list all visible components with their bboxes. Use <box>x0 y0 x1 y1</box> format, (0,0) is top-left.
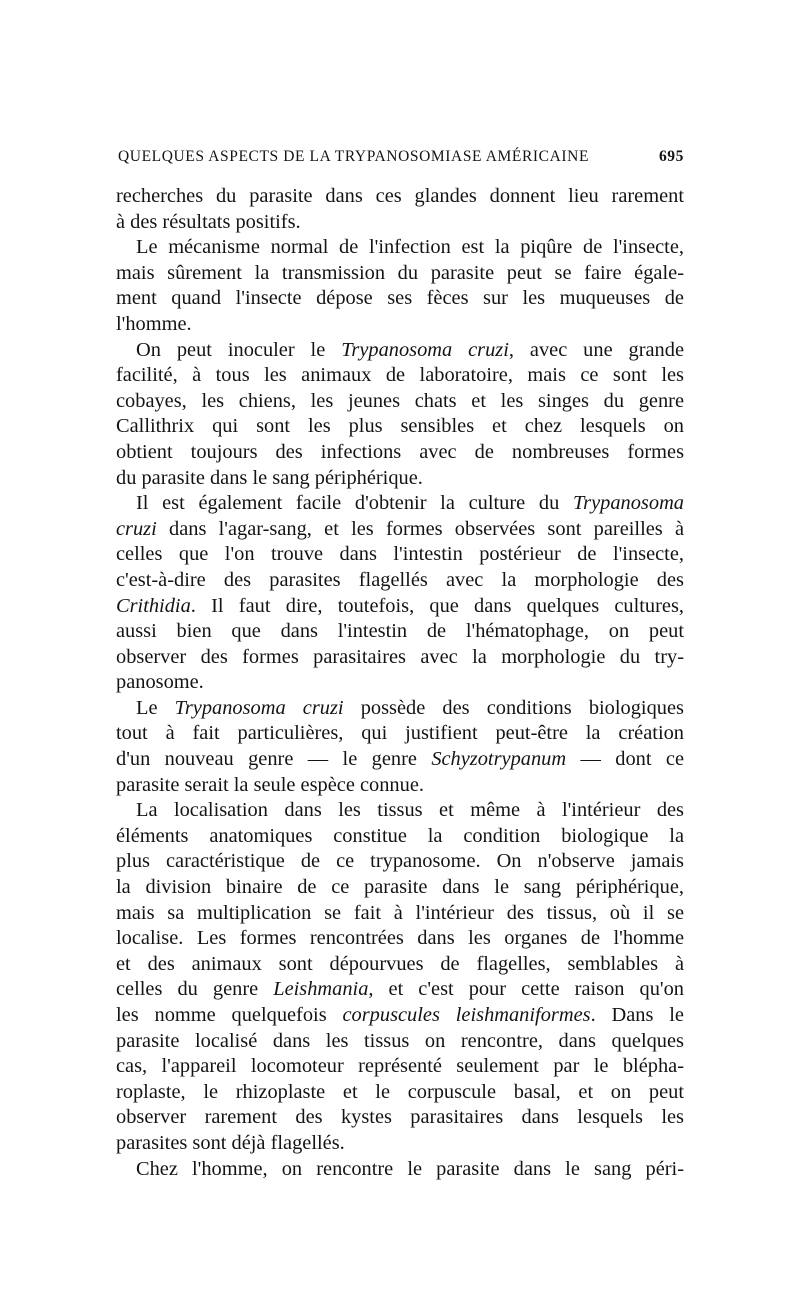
text-span: la division binaire de ce parasite dans le sang périphérique, <box>116 876 684 899</box>
text-span: Callithrix qui sont les plus sensibles et chez lesquels on <box>116 415 684 438</box>
text-span: celles que l'on trouve dans l'intestin postérieur de l'insecte, <box>116 543 684 566</box>
text-span: l'homme. <box>116 312 192 335</box>
text-span: . Il faut dire, toutefois, que dans quelques cultures, <box>190 594 684 617</box>
text-line <box>116 670 684 696</box>
text-line <box>116 594 684 620</box>
text-line <box>116 184 684 210</box>
text-line <box>116 1105 684 1131</box>
text-span: et des animaux sont dépourvues de flagelles, semblables à <box>116 952 684 975</box>
text-span: parasites sont déjà flagellés. <box>116 1131 345 1154</box>
text-line <box>116 414 684 440</box>
text-line <box>116 952 684 978</box>
text-line <box>116 363 684 389</box>
text-span: du parasite dans le sang périphérique. <box>116 466 423 489</box>
italic-text: Trypanosoma <box>572 492 684 515</box>
text-span: recherches du parasite dans ces glandes donnent lieu rarement <box>116 185 684 207</box>
text-span: obtient toujours des infections avec de nombreuses formes <box>116 440 684 463</box>
text-span: mais sa multiplication se fait à l'intérieur des tissus, où il se <box>116 901 684 924</box>
italic-text: Crithidia <box>116 594 191 617</box>
text-span: parasite serait la seule espèce connue. <box>116 773 424 796</box>
text-span: parasite localisé dans les tissus on rencontre, dans quelques <box>116 1029 684 1052</box>
text-span: Chez l'homme, on rencontre le parasite dans le sang péri- <box>136 1157 684 1180</box>
text-line <box>116 773 684 799</box>
text-span: mais sûrement la transmission du parasite peut se faire égale- <box>116 261 684 284</box>
text-line <box>116 721 684 747</box>
text-line <box>116 338 684 364</box>
italic-text: Schyzotrypanum <box>431 748 567 771</box>
text-span: On peut inoculer le <box>136 338 342 361</box>
text-line <box>116 440 684 466</box>
running-head-title: QUELQUES ASPECTS DE LA TRYPANOSOMIASE AMÉRICAINE <box>118 148 590 165</box>
text-span: , et c'est pour cette raison qu'on <box>368 978 685 1001</box>
text-span: dans l'agar-sang, et les formes observées sont pareilles à <box>156 517 684 540</box>
running-head <box>116 148 684 170</box>
text-span: celles du genre <box>116 978 274 1001</box>
text-span: observer rarement des kystes parasitaires dans lesquels les <box>116 1106 684 1129</box>
text-span: d'un nouveau genre — le genre <box>116 748 432 771</box>
text-line <box>116 824 684 850</box>
text-line <box>116 1029 684 1055</box>
text-span: observer des formes parasitaires avec la morphologie du try- <box>116 645 684 668</box>
text-line <box>116 517 684 543</box>
text-span: éléments anatomiques constitue la condition biologique la <box>116 824 684 847</box>
text-line <box>116 491 684 517</box>
text-span: plus caractéristique de ce trypanosome. On n'observe jamais <box>116 850 684 873</box>
text-span: tout à fait particulières, qui justifient peut-être la création <box>116 722 684 745</box>
text-span: aussi bien que dans l'intestin de l'hématophage, on peut <box>116 620 684 643</box>
text-span: localise. Les formes rencontrées dans les organes de l'homme <box>116 927 684 950</box>
text-span: roplaste, le rhizoplaste et le corpuscule basal, et on peut <box>116 1080 684 1103</box>
text-span: à des résultats positifs. <box>116 210 301 233</box>
text-line <box>116 1080 684 1106</box>
text-line <box>116 286 684 312</box>
text-line <box>116 210 684 236</box>
body-text <box>116 184 684 1182</box>
text-line <box>116 747 684 773</box>
page-number: 695 <box>658 148 684 165</box>
text-line <box>116 542 684 568</box>
text-span: — dont ce <box>566 748 684 771</box>
text-line <box>116 261 684 287</box>
text-span: . Dans le <box>590 1004 684 1026</box>
text-span: facilité, à tous les animaux de laboratoire, mais ce sont les <box>116 364 684 387</box>
text-span: les nomme quelquefois <box>116 1004 343 1026</box>
text-line <box>116 849 684 875</box>
text-line <box>116 696 684 722</box>
text-line <box>116 1054 684 1080</box>
text-line <box>116 645 684 671</box>
text-line <box>116 1157 684 1183</box>
text-span: , avec une grande <box>508 338 685 361</box>
italic-text: cruzi <box>116 517 157 540</box>
text-line <box>116 1131 684 1157</box>
text-span: La localisation dans les tissus et même à l'intérieur des <box>136 799 684 822</box>
italic-text: corpuscules leishmaniformes <box>342 1004 591 1026</box>
text-line <box>116 977 684 1003</box>
text-span: Il est également facile d'obtenir la culture du <box>136 492 573 515</box>
text-line <box>116 798 684 824</box>
text-line <box>116 389 684 415</box>
text-line <box>116 901 684 927</box>
text-span: cobayes, les chiens, les jeunes chats et les singes du genre <box>116 389 684 412</box>
italic-text: Trypanosoma cruzi <box>174 696 344 719</box>
text-span: possède des conditions biologiques <box>343 696 684 719</box>
text-span: c'est-à-dire des parasites flagellés avec la morphologie des <box>116 568 684 591</box>
text-span: ment quand l'insecte dépose ses fèces sur les muqueuses de <box>116 287 684 310</box>
italic-text: Trypanosoma cruzi <box>341 338 509 361</box>
text-line <box>116 312 684 338</box>
text-line <box>116 875 684 901</box>
text-span: Le <box>136 696 175 719</box>
italic-text: Leishmania <box>273 978 369 1001</box>
text-line <box>116 568 684 594</box>
text-line <box>116 1003 684 1029</box>
text-span: cas, l'appareil locomoteur représenté seulement par le blépha- <box>116 1055 684 1078</box>
text-span: panosome. <box>116 671 204 694</box>
text-line <box>116 235 684 261</box>
text-span: Le mécanisme normal de l'infection est la piqûre de l'insecte, <box>136 236 684 259</box>
text-line <box>116 466 684 492</box>
text-line <box>116 926 684 952</box>
text-line <box>116 619 684 645</box>
